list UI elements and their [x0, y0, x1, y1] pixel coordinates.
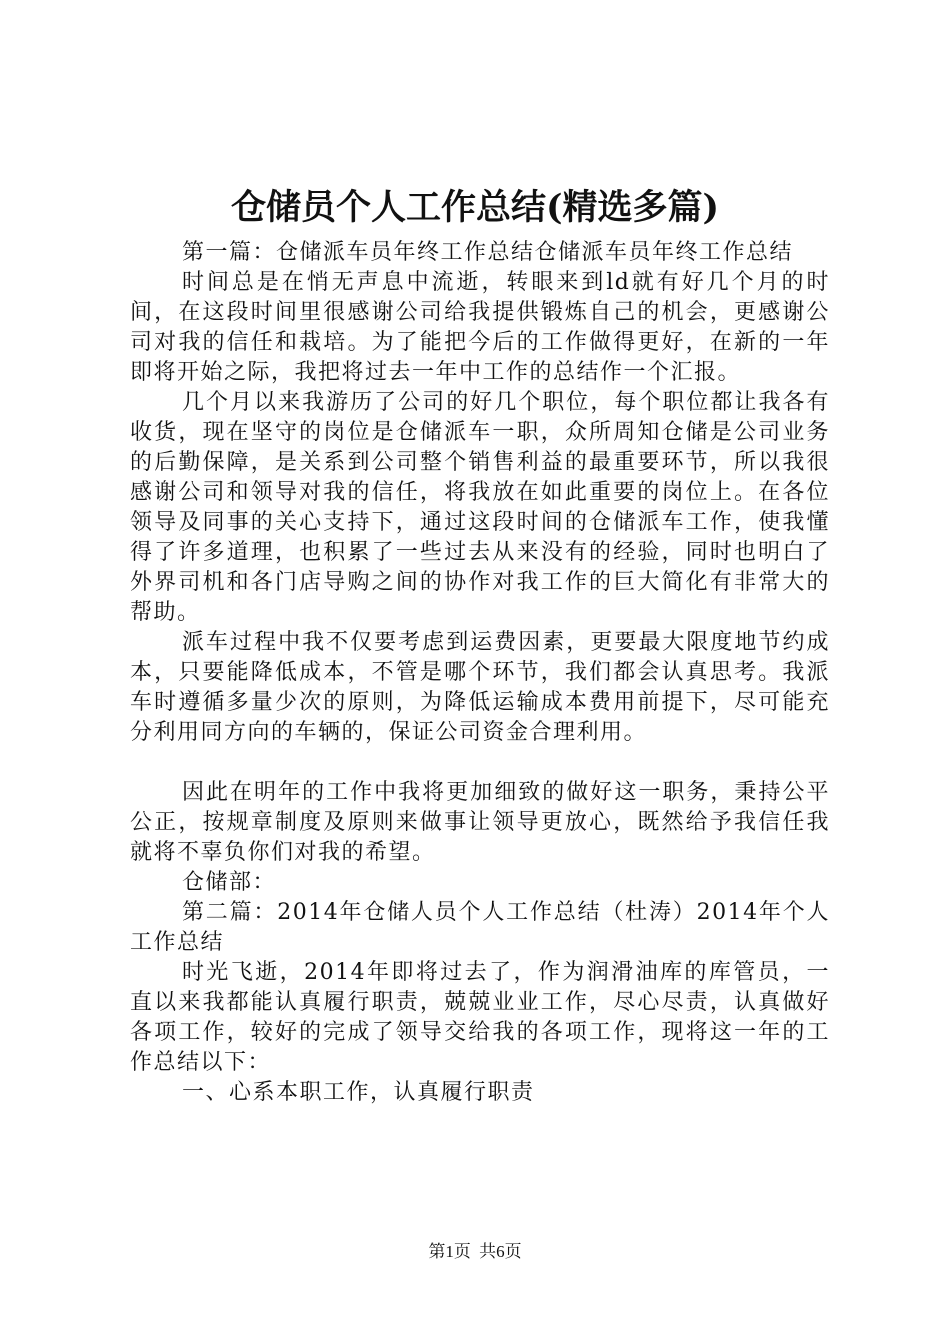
paragraph: 第一篇：仓储派车员年终工作总结仓储派车员年终工作总结: [182, 240, 794, 265]
paragraph: 第二篇：2014年仓储人员个人工作总结（杜涛）2014年个人工作总结: [130, 900, 830, 955]
paragraph: 时间总是在悄无声息中流逝，转眼来到ld就有好几个月的时间，在这段时间里很感谢公司给我提供锻炼自己的机会，更感谢公司对我的信任和栽培。为了能把今后的工作做得更好，在新的一年即将开始之际，我把将过去一年中工作的总结作一个汇报。: [130, 270, 830, 385]
section-heading: 一、心系本职工作，认真履行职责: [182, 1080, 535, 1105]
paragraph: 仓储部：: [182, 870, 277, 895]
document-title: 仓储员个人工作总结(精选多篇): [230, 187, 720, 228]
paragraph: 因此在明年的工作中我将更加细致的做好这一职务，秉持公平公正，按规章制度及原则来做事让领导更放心，既然给予我信任我就将不辜负你们对我的希望。: [130, 780, 830, 865]
paragraph: 派车过程中我不仅要考虑到运费因素，更要最大限度地节约成本，只要能降低成本，不管是哪个环节，我们都会认真思考。我派车时遵循多量少次的原则，为降低运输成本费用前提下，尽可能充分利用同方向的车辆的，保证公司资金合理利用。: [130, 630, 830, 745]
paragraph: 几个月以来我游历了公司的好几个职位，每个职位都让我各有收货，现在坚守的岗位是仓储派车一职，众所周知仓储是公司业务的后勤保障，是关系到公司整个销售利益的最重要环节，所以我很感谢公司和领导对我的信任，将我放在如此重要的岗位上。在各位领导及同事的关心支持下，通过这段时间的仓储派车工作，使我懂得了许多道理，也积累了一些过去从来没有的经验，同时也明白了外界司机和各门店导购之间的协作对我工作的巨大简化有非常大的帮助。: [130, 390, 830, 625]
page-footer: [0, 1240, 950, 1264]
document-body: [130, 238, 830, 1108]
page-total: 共6页: [479, 1242, 522, 1261]
page-number: 第1页: [428, 1242, 471, 1261]
paragraph: 时光飞逝，2014年即将过去了，作为润滑油库的库管员，一直以来我都能认真履行职责，兢兢业业工作，尽心尽责，认真做好各项工作，较好的完成了领导交给我的各项工作，现将这一年的工作总结以下：: [130, 960, 830, 1075]
